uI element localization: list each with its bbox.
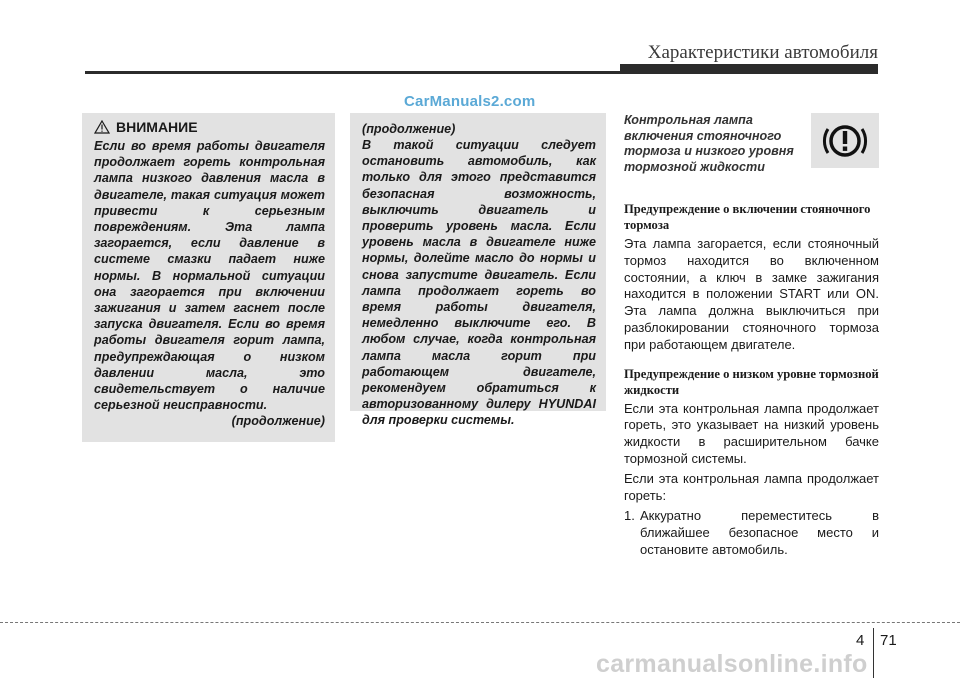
- continued-text: В такой ситуации следует остановить автомобиль, как только для этого представится безопасная возможность, выключить двигатель и проверить уровень масла. Если уровень масла в двигателе ниже нормы, долейте масло до нормы и снова запустите двигатель. Если лампа продолжает гореть во время работы двигателя, немедленно выключите его. В любом случае, когда контрольная лампа масла горит при работающем двигателе, рекомендуем обратиться к авторизованному дилеру HYUNDAI для проверки системы.: [362, 138, 596, 428]
- continued-panel: [350, 113, 606, 428]
- section-number: 4: [856, 632, 865, 649]
- watermark-bottom: carmanualsonline.info: [596, 650, 868, 678]
- list-item-number: 1.: [624, 508, 635, 524]
- section1-text: Эта лампа загорается, если стояночный тормоз находится во включенном состоянии, а ключ в замке зажигания находится в положении START или ON. Эта лампа должна выключиться при разблокировании стояночного тормоза при работающем двигателе.: [624, 236, 879, 352]
- parking-brake-warning-icon: [811, 113, 879, 168]
- section2-text-1: Если эта контрольная лампа продолжает гореть, это указывает на низкий уровень жидкости в расширительном бачке тормозной системы.: [624, 400, 879, 466]
- header-rule: [85, 71, 878, 74]
- continued-label: (продолжение): [231, 414, 325, 429]
- warning-heading: [94, 119, 325, 135]
- list-item-text: Аккуратно переместитесь в ближайшее безопасное место и остановите автомобиль.: [640, 508, 879, 557]
- page-divider: [873, 628, 874, 678]
- footer-rule: [0, 622, 960, 623]
- warning-panel: [82, 113, 335, 442]
- warning-triangle-icon: [94, 120, 110, 134]
- page-header-title: Характеристики автомобиля: [647, 42, 878, 63]
- list-item: [624, 508, 879, 558]
- page-number: 71: [880, 632, 897, 649]
- watermark-top: CarManuals2.com: [404, 93, 536, 110]
- lamp-title: Контрольная лампа включения стояночного тормоза и низкого уровня тормозной жидкости: [624, 113, 794, 174]
- section2-heading: Предупреждение о низком уровне тормозной жидкости: [624, 366, 879, 397]
- right-column: [624, 113, 879, 559]
- section1-heading: Предупреждение о включении стояночного тормоза: [624, 202, 871, 232]
- continued-heading: (продолжение): [362, 122, 456, 136]
- warning-text: Если во время работы двигателя продолжает гореть контрольная лампа низкого давления масла в двигателе, такая ситуация может привести к серьезным повреждениям. Эта лампа загорается, если давление в системе смазки падает ниже нормы. В нормальной ситуации она загорается при включении зажигания и затем гаснет после запуска двигателя. Если во время работы двигателя горит лампа, предупреждающая о низком давлении масла, это свидетельствует о наличие серьезной неисправности.: [94, 139, 325, 413]
- warning-title: ВНИМАНИЕ: [116, 119, 198, 135]
- section2-text-2: Если эта контрольная лампа продолжает гореть:: [624, 470, 879, 503]
